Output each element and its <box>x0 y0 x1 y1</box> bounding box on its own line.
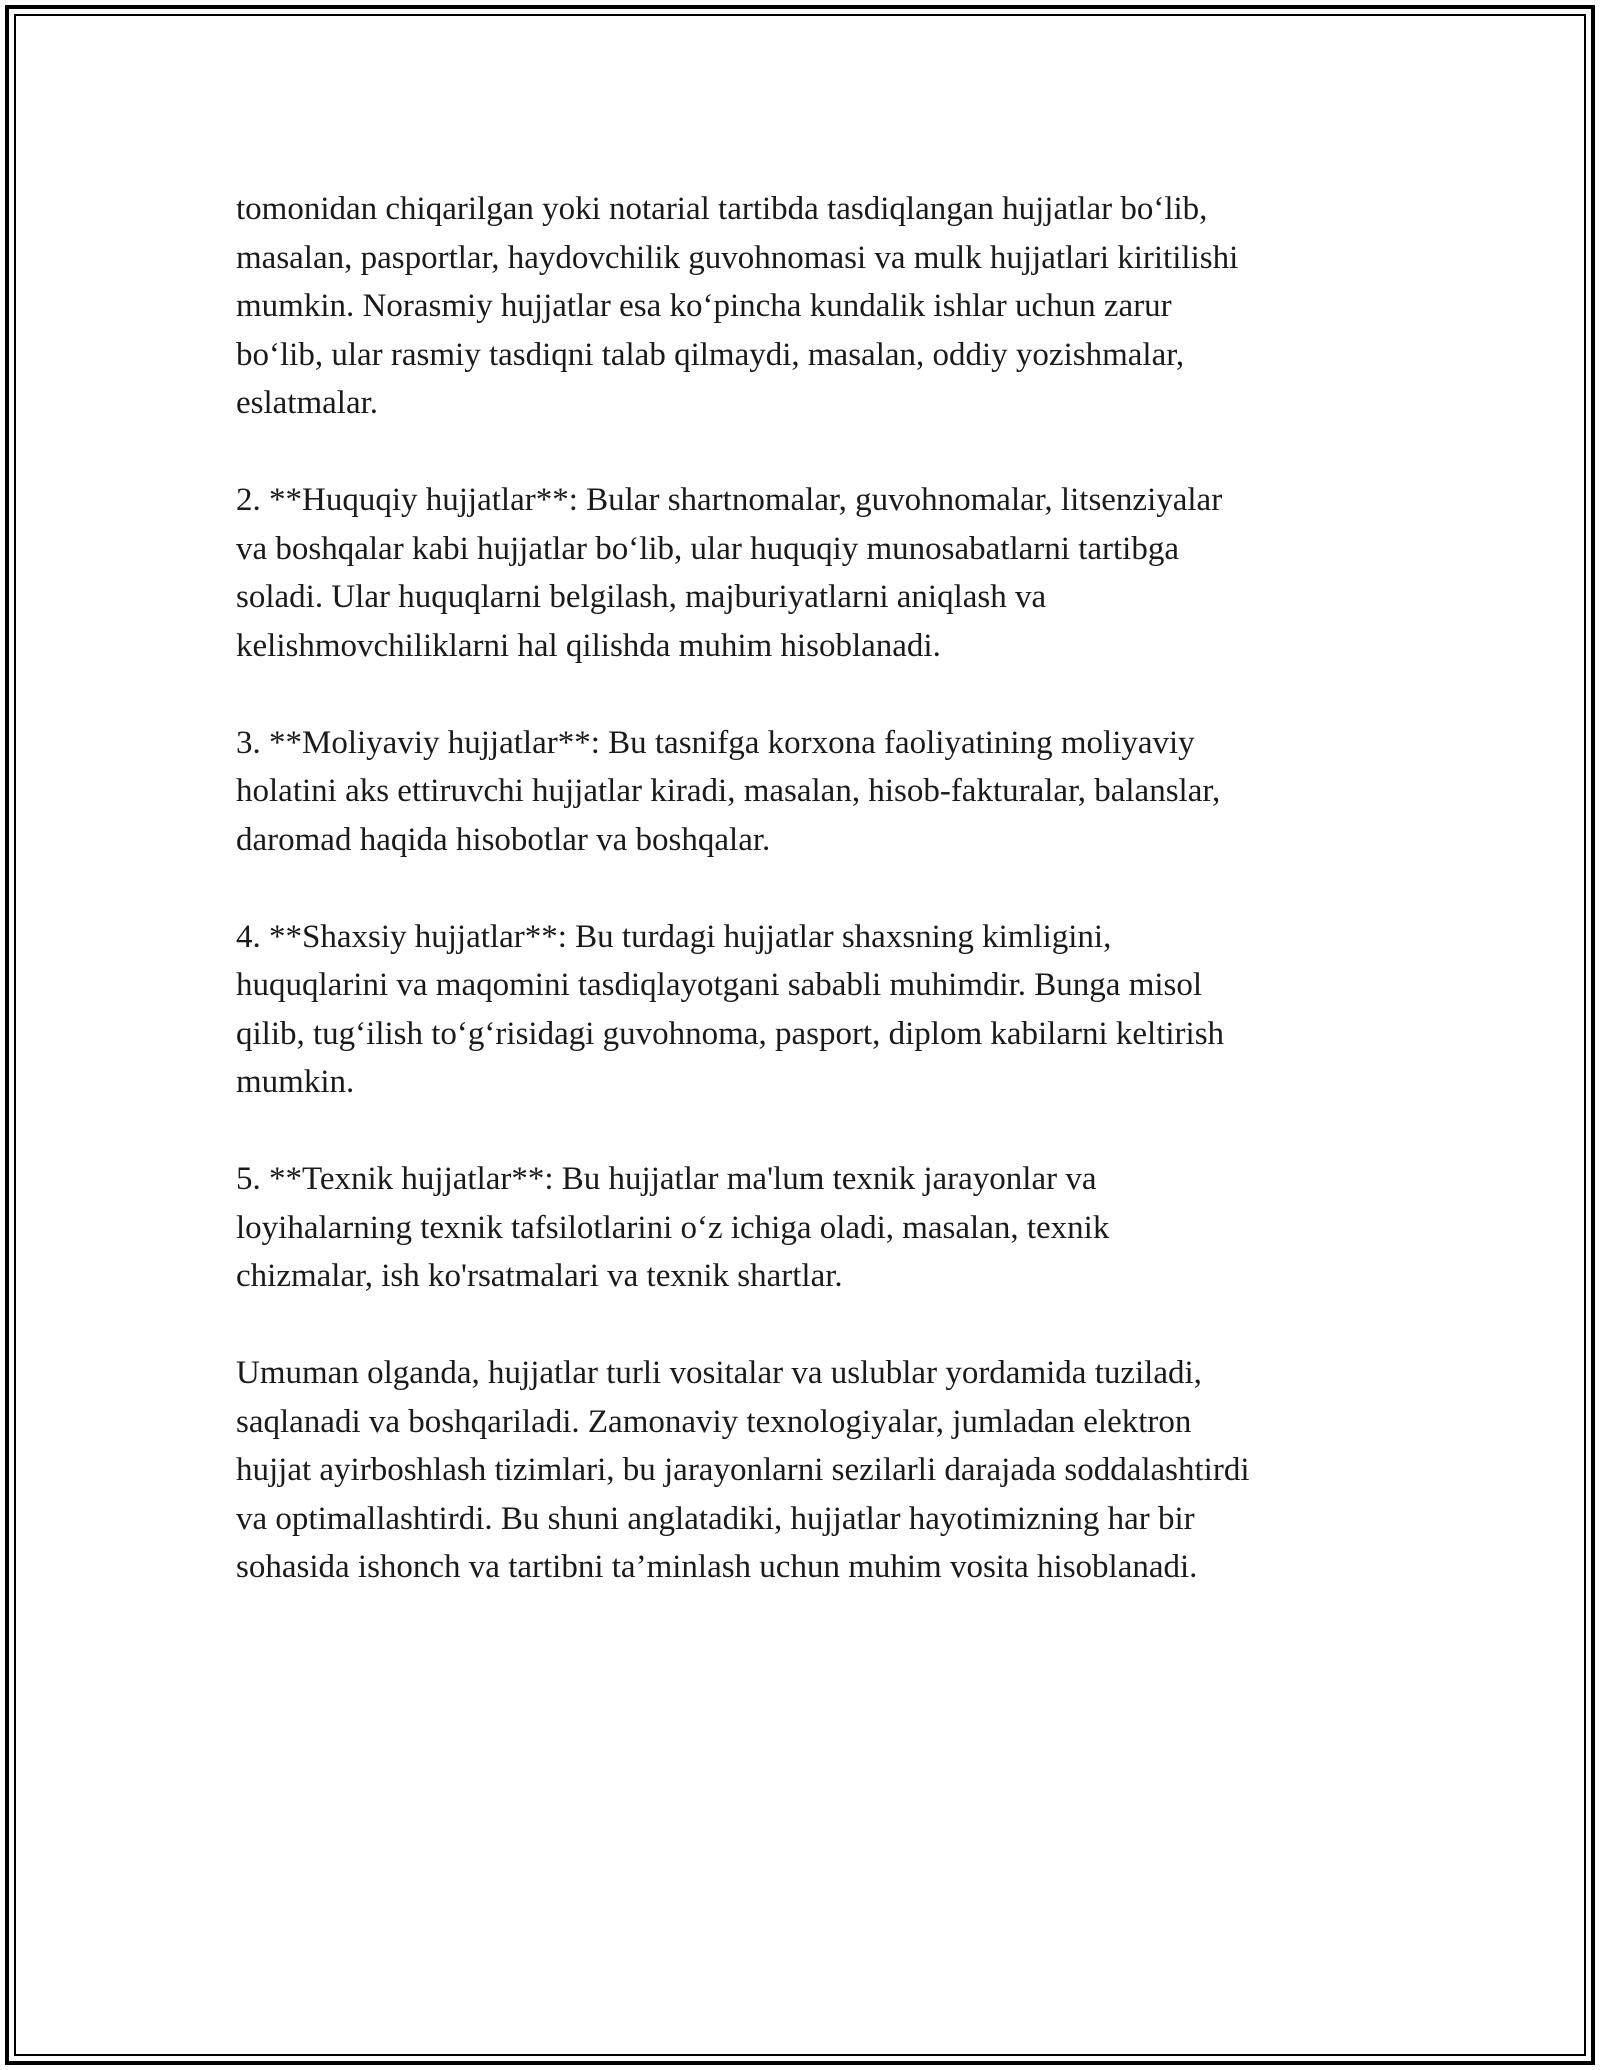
paragraph-conclusion: Umuman olganda, hujjatlar turli vositalar va uslublar yordamida tuziladi, saqlanadi va boshqariladi. Zamonaviy texnologiyalar, jumladan elektron hujjat ayirboshlash tizimlari, bu jarayonlarni sezilarli darajada soddalashtirdi va optimallashtirdi. Bu shuni anglatadiki, hujjatlar hayotimizning har bir sohasida ishonch va tartibni ta’minlash uchun muhim vosita hisoblanadi. <box>236 1355 1250 1585</box>
paragraph-legal-documents: 2. **Huquqiy hujjatlar**: Bular shartnomalar, guvohnomalar, litsenziyalar va boshqalar kabi hujjatlar bo‘lib, ular huquqiy munosabatlarni tartibga soladi. Ular huquqlarni belgilash, majburiyatlarni aniqlash va kelishmovchiliklarni hal qilishda muhim hisoblanadi. <box>236 482 1223 664</box>
paragraph-document-types-continued: tomonidan chiqarilgan yoki notarial tartibda tasdiqlangan hujjatlar bo‘lib, masalan, pasportlar, haydovchilik guvohnomasi va mulk hujjatlari kiritilishi mumkin. Norasmiy hujjatlar esa ko‘pincha kundalik ishlar uchun zarur bo‘lib, ular rasmiy tasdiqni talab qilmaydi, masalan, oddiy yozishmalar, eslatmalar. <box>236 191 1239 421</box>
paragraph-technical-documents: 5. **Texnik hujjatlar**: Bu hujjatlar ma'lum texnik jarayonlar va loyihalarning texnik tafsilotlarini o‘z ichiga oladi, masalan, texnik chizmalar, ish ko'rsatmalari va texnik shartlar. <box>236 1161 1110 1294</box>
paragraph-personal-documents: 4. **Shaxsiy hujjatlar**: Bu turdagi hujjatlar shaxsning kimligini, huquqlarini va maqomini tasdiqlayotgani sababli muhimdir. Bunga misol qilib, tug‘ilish to‘g‘risidagi guvohnoma, pasport, diplom kabilarni keltirish mumkin. <box>236 918 1225 1100</box>
document-body <box>236 185 1386 1592</box>
paragraph-financial-documents: 3. **Moliyaviy hujjatlar**: Bu tasnifga korxona faoliyatining moliyaviy holatini aks ettiruvchi hujjatlar kiradi, masalan, hisob-fakturalar, balanslar, daromad haqida hisobotlar va boshqalar. <box>236 724 1221 858</box>
